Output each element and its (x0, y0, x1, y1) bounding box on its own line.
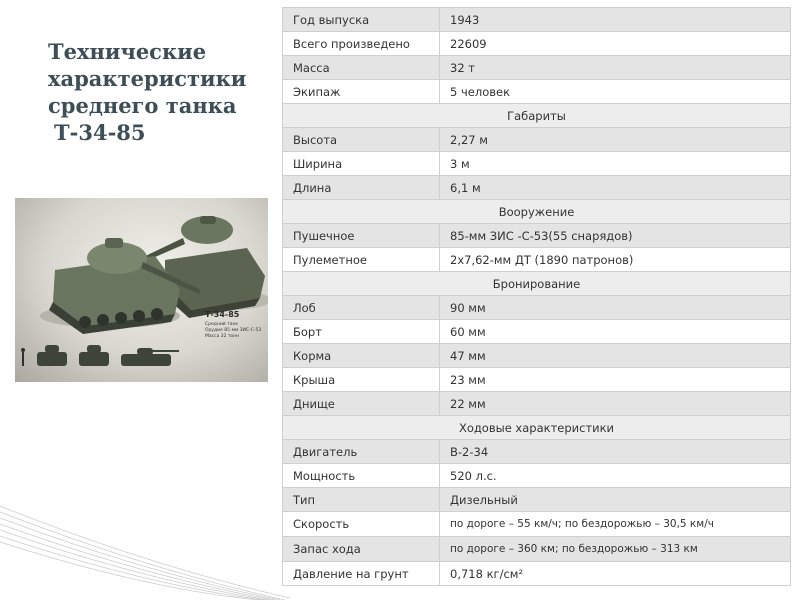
spec-label: Давление на грунт (283, 562, 440, 586)
spec-label: Мощность (283, 464, 440, 488)
photo-caption-2: Орудие 85 мм ЗИС-С-53 (205, 328, 262, 333)
table-row (283, 440, 791, 464)
spec-value: 3 м (440, 152, 791, 176)
spec-value: 6,1 м (440, 176, 791, 200)
tank-illustration (15, 198, 268, 382)
spec-label: Пулеметное (283, 248, 440, 272)
table-row (283, 152, 791, 176)
table-row (283, 392, 791, 416)
spec-value: В-2-34 (440, 440, 791, 464)
spec-value: 60 мм (440, 320, 791, 344)
spec-label: Ширина (283, 152, 440, 176)
spec-label: Корма (283, 344, 440, 368)
title-line-1: Технические (48, 39, 207, 64)
table-row (283, 464, 791, 488)
spec-value: 22 мм (440, 392, 791, 416)
spec-value: 32 т (440, 56, 791, 80)
table-row (283, 248, 791, 272)
spec-label: Двигатель (283, 440, 440, 464)
table-row (283, 32, 791, 56)
table-row (283, 80, 791, 104)
table-row (283, 368, 791, 392)
tank-photo (15, 198, 268, 382)
spec-value: 1943 (440, 8, 791, 32)
table-row (283, 8, 791, 32)
spec-value: 85-мм ЗИС -С-53(55 снарядов) (440, 224, 791, 248)
spec-label: Тип (283, 488, 440, 512)
spec-label: Лоб (283, 296, 440, 320)
section-title: Габариты (283, 104, 791, 128)
table-row (283, 512, 791, 537)
table-row (283, 537, 791, 562)
spec-value: 23 мм (440, 368, 791, 392)
table-row (283, 296, 791, 320)
table-row (283, 176, 791, 200)
table-row (283, 320, 791, 344)
tank-front (40, 238, 201, 334)
decorative-lines (0, 500, 290, 600)
tank-silhouettes (21, 345, 179, 366)
spec-label: Длина (283, 176, 440, 200)
title-line-4: Т-34-85 (54, 120, 146, 145)
spec-value: Дизельный (440, 488, 791, 512)
spec-label: Масса (283, 56, 440, 80)
spec-label: Борт (283, 320, 440, 344)
slide-title (48, 38, 278, 146)
section-row (283, 416, 791, 440)
specs-table (282, 7, 791, 586)
photo-plate-caption (205, 322, 261, 340)
spec-label: Высота (283, 128, 440, 152)
spec-label: Экипаж (283, 80, 440, 104)
title-line-2: характеристики (48, 66, 247, 91)
spec-label: Скорость (283, 512, 440, 537)
spec-value: 520 л.с. (440, 464, 791, 488)
title-line-3: среднего танка (48, 93, 237, 118)
section-row (283, 104, 791, 128)
table-row (283, 224, 791, 248)
table-row (283, 344, 791, 368)
photo-plate-title: Т-34-85 (205, 310, 240, 319)
section-title: Вооружение (283, 200, 791, 224)
spec-value: по дороге – 360 км; по бездорожью – 313 км (440, 537, 791, 562)
section-title: Ходовые характеристики (283, 416, 791, 440)
spec-label: Пушечное (283, 224, 440, 248)
table-row (283, 562, 791, 586)
section-row (283, 272, 791, 296)
spec-value: 5 человек (440, 80, 791, 104)
photo-caption-3: Масса 32 тонн (205, 334, 240, 339)
table-row (283, 56, 791, 80)
spec-value: 22609 (440, 32, 791, 56)
section-row (283, 200, 791, 224)
section-title: Бронирование (283, 272, 791, 296)
spec-label: Всего произведено (283, 32, 440, 56)
spec-value: 2,27 м (440, 128, 791, 152)
spec-label: Днище (283, 392, 440, 416)
spec-label: Год выпуска (283, 8, 440, 32)
spec-value: по дороге – 55 км/ч; по бездорожью – 30,5 км/ч (440, 512, 791, 537)
spec-label: Крыша (283, 368, 440, 392)
spec-value: 0,718 кг/см² (440, 562, 791, 586)
spec-value: 90 мм (440, 296, 791, 320)
table-row (283, 128, 791, 152)
spec-value: 47 мм (440, 344, 791, 368)
spec-value: 2х7,62-мм ДТ (1890 патронов) (440, 248, 791, 272)
photo-caption-1: Средний танк (205, 322, 239, 327)
table-row (283, 488, 791, 512)
spec-label: Запас хода (283, 537, 440, 562)
